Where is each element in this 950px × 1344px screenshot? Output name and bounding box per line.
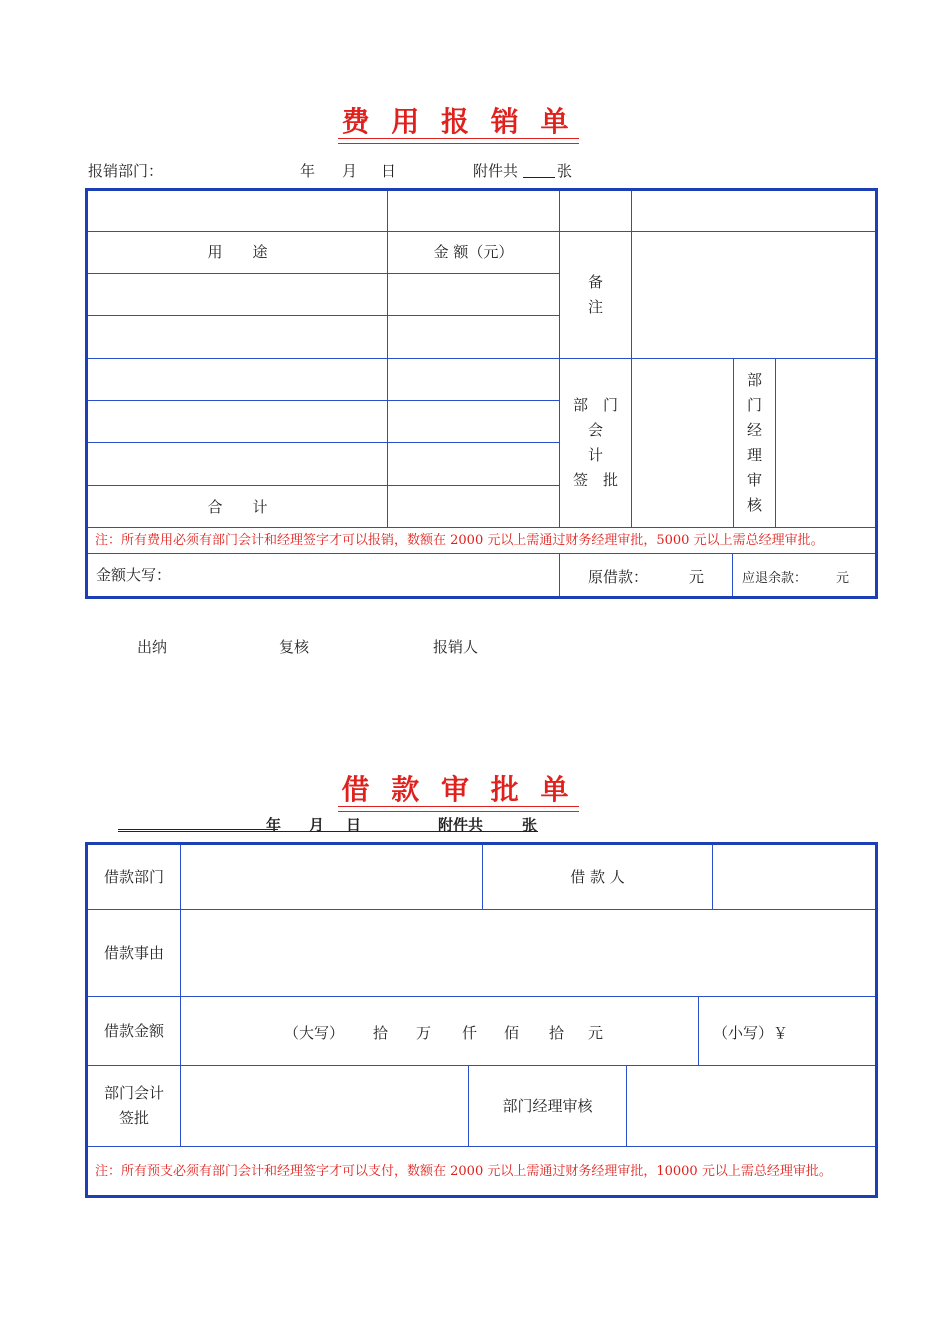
refund-label: 应退余款： [742,571,808,586]
loan-attach-suffix: 张 [522,816,538,834]
amount-field[interactable] [388,274,559,315]
dept-accounting-label: 部 门 会 计 签 批 [572,396,618,489]
loan-day-label: 日 [346,816,362,834]
loan-dept-manager-field[interactable] [627,1066,875,1146]
purpose-field[interactable] [88,316,387,358]
borrower-field[interactable] [713,845,875,909]
amount-field[interactable] [388,401,559,442]
amount-field[interactable] [388,443,559,485]
orig-loan-unit: 元 [689,568,705,586]
grid-line [88,996,875,997]
grid-line [732,553,733,596]
loan-dept-label: 借款部门 [103,867,164,886]
grid-line [698,996,699,1065]
reimb-header-cell[interactable] [388,191,559,231]
reimb-dept-label: 报销部门： [88,162,164,180]
cashier-label: 出纳 [137,638,168,656]
loan-dept-accounting-label: 部门会计 签批 [103,1084,164,1127]
loan-dept-underline [118,829,278,830]
dept-manager-label: 部 门 经 理 审 核 [746,371,762,514]
loan-note: 注：所有预支必须有部门会计和经理签字才可以支付，数额在 2000 元以上需通过财务经理审批，10000 元以上需总经理审批。 [95,1163,832,1179]
reimb-day-label: 日 [381,162,397,180]
amount-field[interactable] [388,359,559,400]
purpose-field[interactable] [88,401,387,442]
total-label: 合 计 [207,498,268,516]
col-amount-header: 金 额（元） [433,243,514,261]
loan-amount-label: 借款金额 [103,1021,164,1040]
unit-shi-label: 拾 [373,1024,389,1042]
loan-month-label: 月 [309,816,325,834]
reimb-attach-suffix: 张 [557,162,573,180]
reimb-month-label: 月 [342,162,358,180]
loan-dept-accounting-field[interactable] [181,1066,468,1146]
reimb-attach-prefix: 附件共 [473,162,519,180]
purpose-field[interactable] [88,359,387,400]
loan-dept-manager-label: 部门经理审核 [502,1096,593,1115]
amount-field[interactable] [388,316,559,358]
unit-qian-label: 仟 [462,1024,478,1042]
unit-shi2-label: 拾 [549,1024,565,1042]
unit-yuan-label: 元 [588,1024,604,1042]
col-purpose-header: 用 途 [207,243,268,261]
unit-bai-label: 佰 [504,1024,520,1042]
reimb-attach-count-field[interactable] [523,160,555,178]
reimb-year-label: 年 [300,162,316,180]
loan-reason-label: 借款事由 [103,943,164,962]
claimant-label: 报销人 [433,638,479,656]
dept-accounting-sign-field[interactable] [632,359,733,527]
purpose-field[interactable] [88,274,387,315]
remark-label: 备 注 [587,273,603,316]
borrower-label: 借 款 人 [570,867,625,886]
purpose-field[interactable] [88,443,387,485]
reimb-header-cell[interactable] [560,191,631,231]
loan-reason-field[interactable] [181,910,875,996]
loan-dept-field[interactable] [181,845,482,909]
loan-title: 借 款 审 批 单 [0,768,916,812]
amount-lower-label: （小写）￥ [713,1024,789,1042]
unit-wan-label: 万 [416,1024,432,1042]
grid-line [559,553,560,596]
refund-unit: 元 [836,571,850,586]
reimb-note: 注：所有费用必须有部门会计和经理签字才可以报销，数额在 2000 元以上需通过财务经理审批，5000 元以上需总经理审批。 [95,533,824,548]
dept-manager-sign-field[interactable] [776,359,875,527]
total-amount-field[interactable] [388,486,559,527]
review-label: 复核 [279,638,310,656]
loan-attach-prefix: 附件共 [438,816,484,834]
reimbursement-title: 费 用 报 销 单 [0,100,916,144]
amount-upper-label: （大写） [284,1024,345,1042]
orig-loan-label: 原借款： [588,568,649,586]
amount-in-words-label: 金额大写： [96,565,172,584]
loan-year-label: 年 [266,816,282,834]
reimb-header-cell[interactable] [88,191,387,231]
remark-field[interactable] [632,232,875,358]
reimb-header-cell[interactable] [632,191,875,231]
